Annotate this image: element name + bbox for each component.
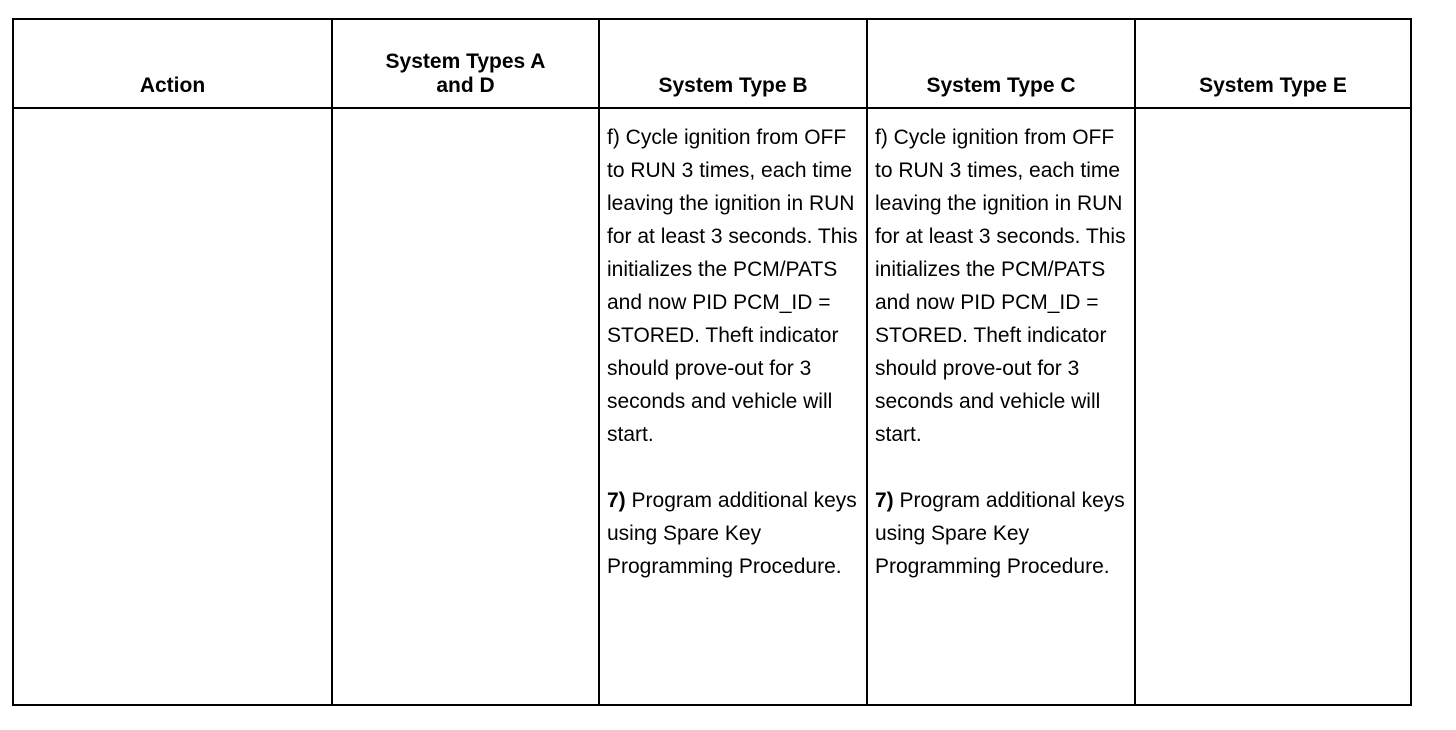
header-action: Action: [13, 19, 332, 108]
cell-system-types-a-d: [332, 108, 599, 705]
step-7-text: Program additional keys using Spare Key Programming Procedure.: [607, 489, 857, 578]
cell-system-type-e: [1135, 108, 1411, 705]
header-system-types-a-d: [332, 19, 599, 108]
cell-action: [13, 108, 332, 705]
step-f-text: f) Cycle ignition from OFF to RUN 3 times, each time leaving the ignition in RUN for at least 3 seconds. This initializes the PCM/PATS and now PID PCM_ID = STORED. Theft indicator should prove-out for 3 seconds and vehicle will start.: [607, 126, 858, 446]
header-system-type-b: System Type B: [599, 19, 867, 108]
table-row: [13, 108, 1411, 705]
header-row: [13, 19, 1411, 108]
cell-system-type-c: [867, 108, 1135, 705]
header-system-type-e: System Type E: [1135, 19, 1411, 108]
step-7: [875, 484, 1130, 583]
step-7-text: Program additional keys using Spare Key Programming Procedure.: [875, 489, 1125, 578]
step-7-number: 7): [875, 489, 894, 512]
cell-system-type-b: [599, 108, 867, 705]
header-system-type-c: System Type C: [867, 19, 1135, 108]
header-ad-line2: and D: [436, 74, 495, 97]
step-7-number: 7): [607, 489, 626, 512]
header-ad-line1: System Types A: [385, 50, 546, 73]
step-f-text: f) Cycle ignition from OFF to RUN 3 times, each time leaving the ignition in RUN for at least 3 seconds. This initializes the PCM/PATS and now PID PCM_ID = STORED. Theft indicator should prove-out for 3 seconds and vehicle will start.: [875, 126, 1126, 446]
step-7: [607, 484, 862, 583]
procedure-table: [12, 18, 1412, 706]
